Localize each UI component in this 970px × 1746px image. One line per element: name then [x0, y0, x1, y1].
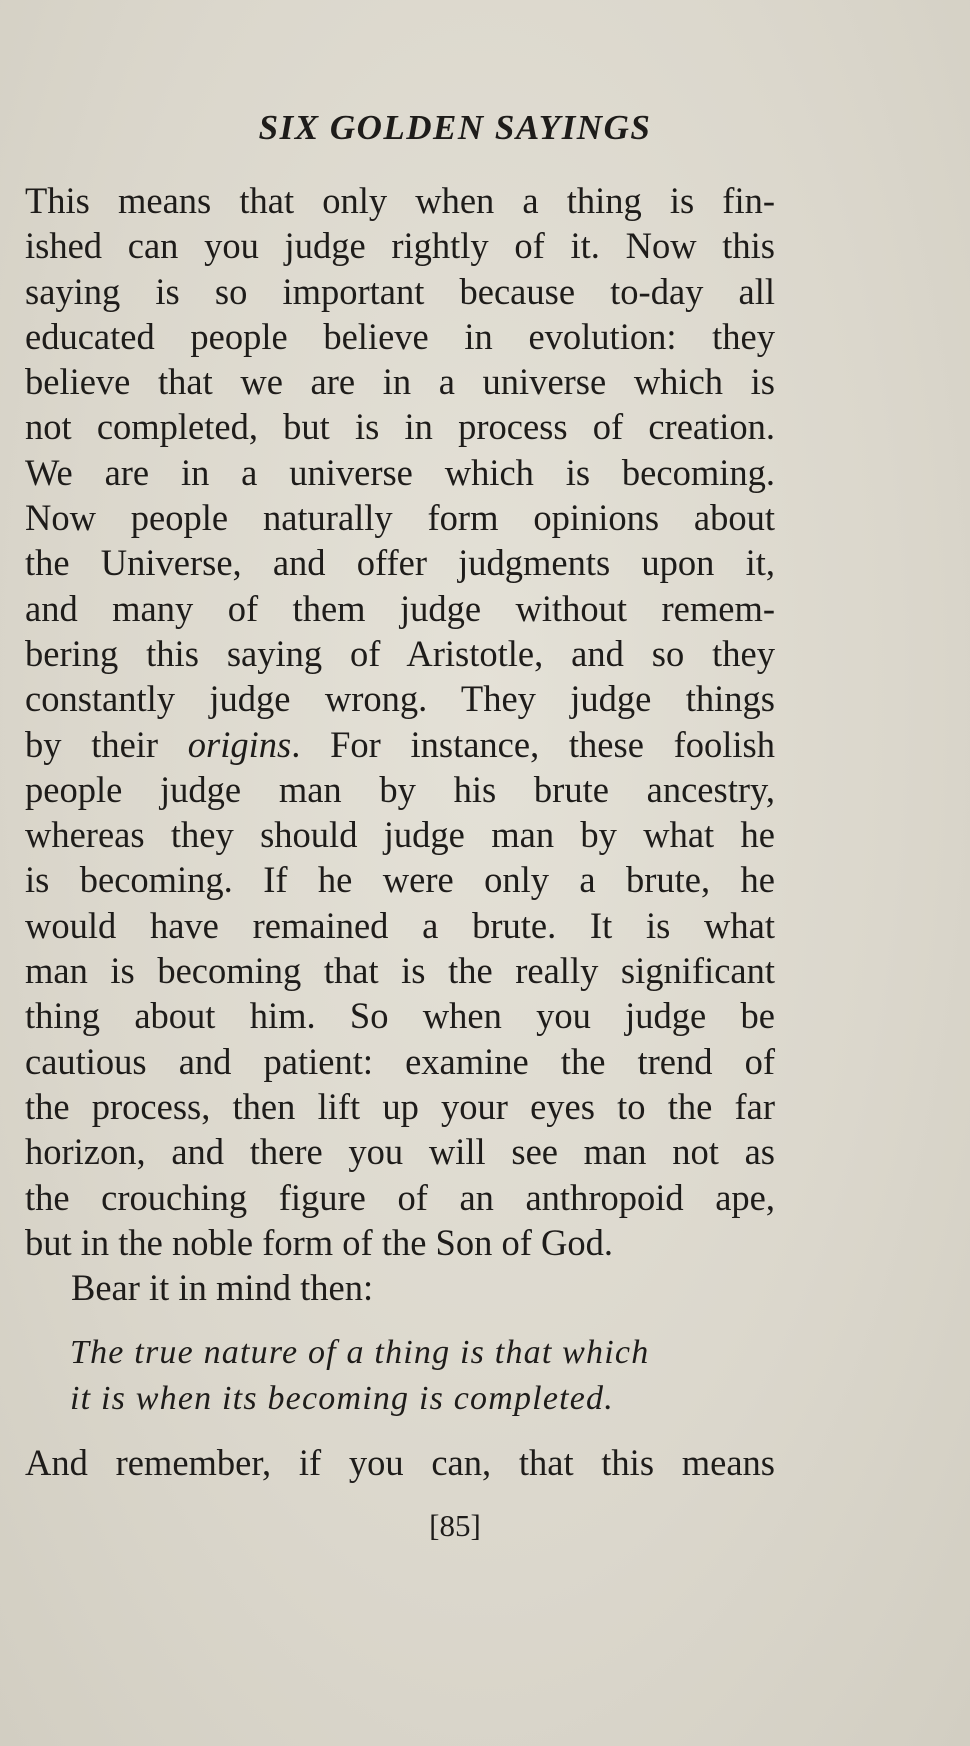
text-line: not completed, but is in process of creation. [25, 406, 775, 448]
text-line: We are in a universe which is becoming. [25, 451, 775, 493]
text-segment: . For instance, these foolish [291, 723, 775, 765]
text-line: people judge man by his brute ancestry, [25, 768, 775, 810]
italic-word-origins: origins [187, 723, 292, 765]
text-line: the process, then lift up your eyes to the far [25, 1085, 775, 1127]
text-line: believe that we are in a universe which is [25, 361, 775, 403]
text-line: ished can you judge rightly of it. Now this [25, 225, 775, 267]
text-line: This means that only when a thing is fin- [25, 180, 775, 221]
text-line: whereas they should judge man by what he [25, 814, 775, 856]
text-line: constantly judge wrong. They judge things [25, 678, 775, 720]
running-head: SIX GOLDEN SAYINGS [258, 108, 652, 147]
text-line: but in the noble form of the Son of God. [25, 1221, 613, 1263]
text-line: would have remained a brute. It is what [25, 904, 775, 946]
text-line: the Universe, and offer judgments upon it, [25, 542, 775, 584]
text-line-origins [25, 722, 775, 767]
quote-line: it is when its becoming is completed. [70, 1380, 614, 1417]
text-line: the crouching figure of an anthropoid ape, [25, 1176, 775, 1218]
block-quote [70, 1330, 770, 1422]
text-segment: by their [25, 723, 188, 765]
text-line: cautious and patient: examine the trend of [25, 1040, 775, 1082]
body-text [25, 178, 775, 1310]
text-line: saying is so important because to-day all [25, 270, 775, 312]
text-line: bering this saying of Aristotle, and so they [25, 632, 775, 674]
text-line: man is becoming that is the really significant [25, 950, 775, 992]
text-line: educated people believe in evolution: they [25, 315, 775, 357]
closing-line: And remember, if you can, that this means [25, 1442, 775, 1483]
text-line: and many of them judge without remem- [25, 587, 775, 629]
text-line: is becoming. If he were only a brute, he [25, 859, 775, 901]
text-line-bear: Bear it in mind then: [71, 1267, 374, 1309]
text-line: Now people naturally form opinions about [25, 497, 775, 539]
text-line: horizon, and there you will see man not as [25, 1131, 775, 1173]
quote-line: The true nature of a thing is that which [70, 1334, 650, 1371]
text-line: thing about him. So when you judge be [25, 995, 775, 1037]
page-number: [85] [429, 1508, 481, 1543]
